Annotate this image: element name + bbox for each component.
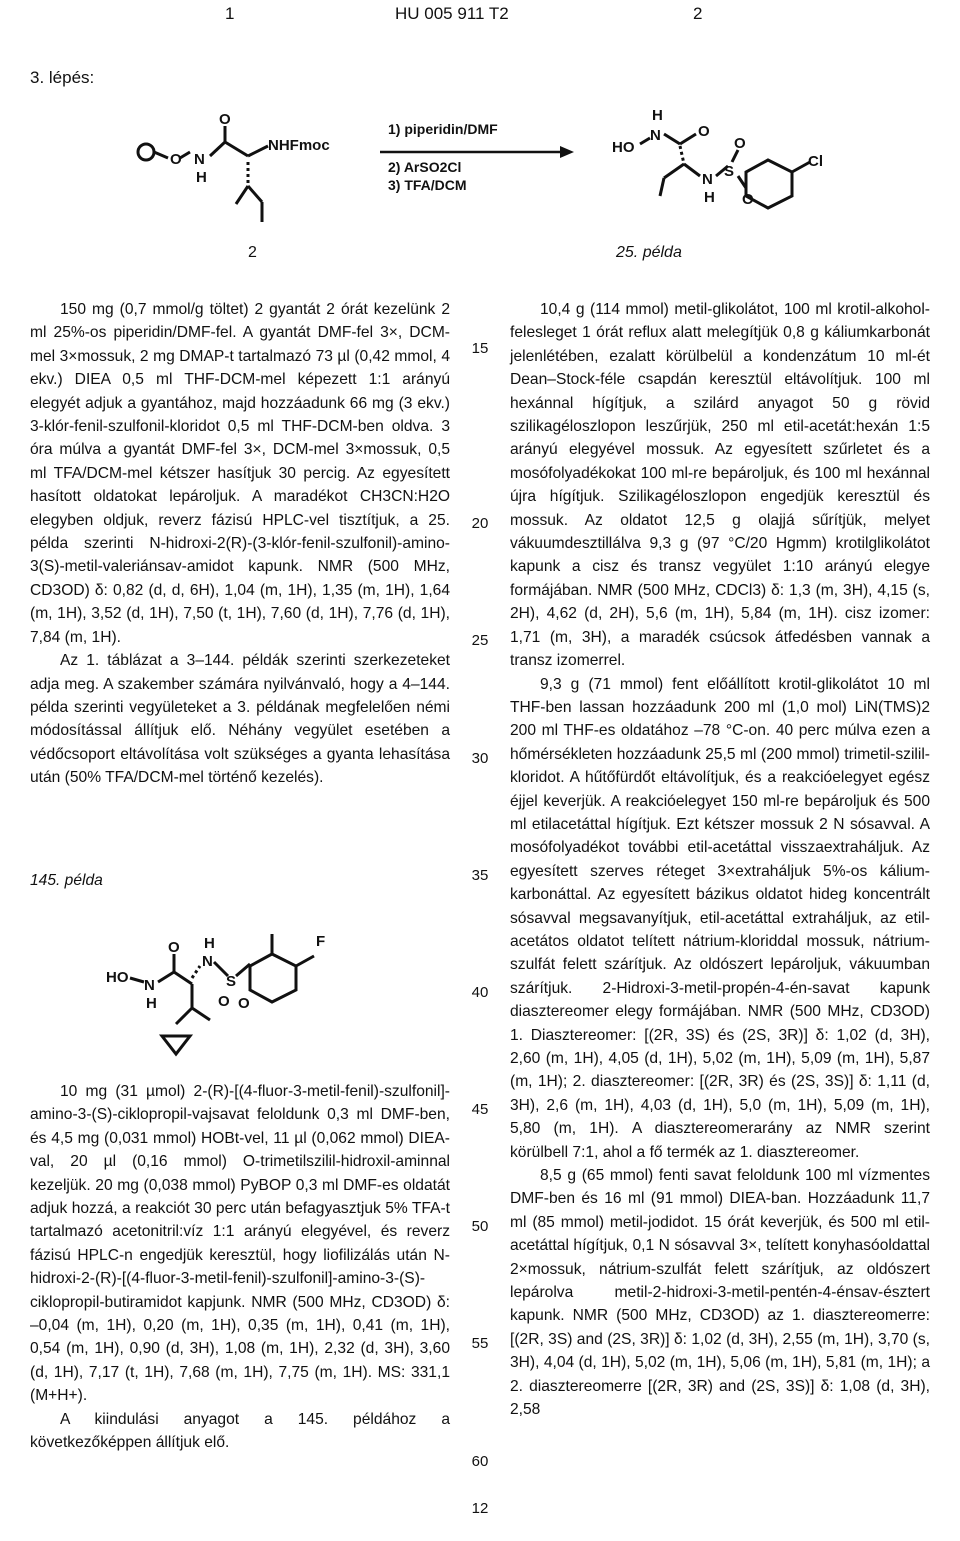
atom-o: O bbox=[170, 151, 182, 168]
product-n: N bbox=[650, 127, 661, 144]
page-number-right: 2 bbox=[693, 4, 703, 23]
scheme-left-label: 2 bbox=[248, 244, 257, 261]
document-id: HU 005 911 T2 bbox=[395, 4, 509, 23]
svg-text:O: O bbox=[218, 993, 230, 1010]
line-number: 35 bbox=[471, 867, 489, 884]
right-column bbox=[510, 298, 930, 1422]
right-paragraph-2: 9,3 g (71 mmol) fent előállított krotil-glikolátot 10 ml THF-ben lassan hozzáadunk 200 ml (1,0 mol) LiN(TMS)2 200 ml THF-es oldatához –78 °C-on. 40 perc múlva ezen a hőmérsékleten hozzáadunk 25,5 ml (200 mmol) trimetil-szilil-kloridot. A hűtőfürdőt eltávolítjuk, és a reakcióelegyet egész éjjel keverjük. A reakcióelegyet 150 ml-re bepároljuk és 500 ml etilacetáttal hígítjuk. Ezt kétszer mossuk 2 N sósavval. A mosófolyadékot további etil-acetáttal visszaextraháljuk. Az egyesített szerves réteget 3×extraháljuk 5%-os kálium-karbonáttal. Az egyesített bázikus oldatot hideg koncentrált sósavval megsavanyítjuk, etil-acetáttal extraháljuk, az etil-acetátos oldatot telített nátrium-kloriddal mossuk, nátrium-szulfát felett szárítjuk. Az oldószert lepároljuk, vákuumban szárítjuk. 2-Hidroxi-3-metil-propén-4-én-savat kapunk diasztereomer elegy formájában. NMR (500 MHz, CD3OD) 1. Diasztereomer: [(2R, 3S) és (2S, 3R)] δ: 1,02 (d, 3H), 2,60 (m, 1H), 4,05 (d, 1H), 5,02 (m, 1H), 5,09 (m, 1H), 5,87 (m, 1H); 2. diasztereomer: [(2R, 3R) és (2S, 3S)] δ: 1,11 (d, 3H), 2,6 (m, 1H), 4,03 (d, 1H), 5,0 (m, 1H), 5,09 (m, 1H), 5,80 (m, 1H). A diasztereomerarány az NMR szerint körülbell 7:1, ahol a fő termék az 1. diasztereomer. bbox=[510, 675, 930, 1161]
product-so: O bbox=[734, 135, 746, 152]
nhfmoc-group: NHFmoc bbox=[268, 137, 330, 154]
example-145-heading: 145. példa bbox=[30, 872, 103, 889]
product-h: H bbox=[652, 107, 663, 124]
product-s: S bbox=[724, 163, 735, 180]
atom-carbonyl-o: O bbox=[219, 111, 231, 128]
line-number: 25 bbox=[471, 632, 489, 649]
left-paragraph-1: 150 mg (0,7 mmol/g töltet) 2 gyantát 2 órát kezelünk 2 ml 25%-os piperidin/DMF-fel. A gyantát DMF-fel 3×, DCM-mel 3×mossuk, 2 mg DMAP-t tartalmazó 73 µl (0,42 mmol, 4 ekv.) DIEA 0,5 ml THF-DCM-mel képezett 1:1 arányú elegyét adjuk a gyantához, majd hozzáadunk 66 mg (3 ekv.) 3-klór-fenil-szulfonil-kloridot 0,5 ml THF-DCM-ben oldva. 3 óra múlva a gyantát DMF-fel 3×, DCM-mel 3×mossuk, 0,5 ml TFA/DCM-mel kétszer hasítjuk 30 percig. Az egyesített hasított oldatokat lepároljuk. A maradékot CH3CN:H2O elegyben oldjuk, reverz fázisú HPLC-vel tisztítjuk, a 25. példa szerinti N-hidroxi-2(R)-(3-klór-fenil-szulfonil)-amino-3(S)-metil-valeriánsav-amidot kapunk. NMR (500 MHz, CD3OD) δ: 0,82 (d, d, 6H), 1,04 (m, 1H), 1,35 (m, 1H), 1,64 (m, 1H), 3,52 (d, 1H), 7,50 (t, 1H), 7,60 (d, 1H), 7,76 (d, 1H), 7,84 (m, 1H). bbox=[30, 301, 450, 646]
line-number: 15 bbox=[471, 340, 489, 357]
right-paragraph-3: 8,5 g (65 mmol) fenti savat feloldunk 100 ml vízmentes DMF-ben és 16 ml (91 mmol) DIEA-ban. Hozzáadunk 11,7 ml (85 mmol) metil-jodidot. 15 órát keverjük, és 500 ml etil-acetáttal hígítjuk, 0,1 N sósavval 3×, telített konyhasóoldattal 2×mossuk, nátrium-szulfát felett szárítjuk, az oldószert lepárolva metil-2-hidroxi-3-metil-pentén-4-énsav-észtert kapunk. NMR (500 MHz, CD3OD) az 1. diasztereomerre: [(2R, 3S) and (2S, 3R)] δ: 1,02 (d, 3H), 2,55 (m, 1H), 3,70 (s, 3H), 4,04 (d, 1H), 5,02 (m, 1H), 5,06 (m, 1H), 5,81 (m, 1H); a 2. diasztereomerre [(2R, 3R) and (2S, 3S)] δ: 1,08 (d, 3H), 2,58 bbox=[510, 1167, 930, 1419]
svg-text:HO: HO bbox=[106, 969, 129, 986]
svg-text:O: O bbox=[238, 995, 250, 1012]
left-paragraph-2: Az 1. táblázat a 3–144. példák szerinti szerkezeteket adja meg. A szakember számára nyilvánvaló, hogy a 4–144. példa szerinti vegyületeket a 3. példának megfelelően némi módosítással állítjuk elő. Néhány vegyület esetében a védőcsoport eltávolítása volt szükséges a gyanta lehasítása után (50% TFA/DCM-mel történő kezelés). bbox=[30, 652, 450, 787]
svg-text:N: N bbox=[202, 953, 213, 970]
svg-text:O: O bbox=[168, 939, 180, 956]
product-h2: H bbox=[704, 189, 715, 206]
left-paragraph-4: A kiindulási anyagot a 145. példához a következőképpen állítjuk elő. bbox=[30, 1410, 450, 1452]
line-number: 40 bbox=[471, 984, 489, 1001]
product-nh: N bbox=[702, 171, 713, 188]
footer-page-number: 12 bbox=[471, 1500, 489, 1517]
svg-text:N: N bbox=[144, 977, 155, 994]
line-number: 30 bbox=[471, 750, 489, 767]
svg-text:H: H bbox=[146, 995, 157, 1012]
line-number: 20 bbox=[471, 515, 489, 532]
scheme-right-label: 25. példa bbox=[616, 244, 682, 261]
right-paragraph-1: 10,4 g (114 mmol) metil-glikolátot, 100 ml krotil-alkohol-felesleget 1 órát reflux alatt melegítjük 0,8 g káliumkarbonát jelenlétében, ezalatt körülbelül a kondenzátum 10 ml-ét Dean–Stock-féle csapdán keresztül eltávolítjuk. 100 ml hexánnal hígítjuk, a szilárd anyagot 50 g rövid szilikagéloszlopon leszűrjük, 250 ml etil-acetát:hexán 1:5 arányú elegyével mossuk. Az egyesített szűrletet és a mosófolyadékokat 100 ml-re bepároljuk, és 100 ml hexánnal újra hígítjuk. Szilikagéloszlopon engedjük keresztül és mossuk. Az oldatot 12,5 g olajjá sűrítjük, melyet vákuumdesztillálva 9,3 g (97 °C/20 Hgmm) krotilglikolátot kapunk a cisz és transz vegyület 1:10 arányú elegye formájában. NMR (500 MHz, CDCl3) δ: 1,3 (m, 3H), 4,15 (s, 2H), 4,62 (d, 2H), 5,6 (m, 1H), 5,84 (m, 1H). cisz izomer: 1,71 (m, 3H), a maradék csúcsok átfedésben vannak a transz izomerrel. bbox=[510, 301, 930, 670]
product-o: O bbox=[698, 123, 710, 140]
left-column bbox=[30, 298, 450, 790]
reagent-1: 1) piperidin/DMF bbox=[388, 121, 498, 137]
example-145-structure bbox=[100, 920, 360, 1070]
line-number: 60 bbox=[471, 1453, 489, 1470]
product-so2: O bbox=[742, 191, 754, 208]
atom-n: N bbox=[194, 151, 205, 168]
reaction-arrow-head bbox=[560, 146, 574, 158]
line-number: 45 bbox=[471, 1101, 489, 1118]
svg-text:S: S bbox=[226, 973, 237, 990]
reagent-2: 2) ArSO2Cl bbox=[388, 159, 462, 175]
reagent-3: 3) TFA/DCM bbox=[388, 177, 467, 193]
atom-h: H bbox=[196, 169, 207, 186]
left-paragraph-3: 10 mg (31 µmol) 2-(R)-[(4-fluor-3-metil-fenil)-szulfonil]-amino-3-(S)-ciklopropil-vajsavat feloldunk 0,3 ml DMF-ben, és 4,5 mg (0,031 mmol) HOBt-vel, 11 µl (0,062 mmol) DIEA-val, 20 µl (0,16 mmol) O-trimetilszilil-hidroxil-aminnal kezeljük. 20 mg (0,038 mmol) PyBOP 0,3 ml DMF-es oldatát adjuk hozzá, a reakciót 30 perc után befagyasztjuk 5% TFA-t tartalmazó acetonitril:víz 1:1 arányú elegyével, és reverz fázisú HPLC-n engedjük keresztül, hogy liofilizálás után N-hidroxi-2-(R)-[(4-fluor-3-metil-fenil)-szulfonil]-amino-3-(S)-ciklopropil-butiramidot kapjunk. NMR (500 MHz, CD3OD) δ: –0,04 (m, 1H), 0,20 (m, 1H), 0,35 (m, 1H), 0,41 (m, 1H), 0,54 (m, 1H), 0,90 (d, 3H), 1,08 (m, 1H), 2,32 (d, 3H), 3,60 (d, 1H), 7,17 (t, 1H), 7,68 (m, 1H), 7,75 (m, 1H). MS: 331,1 (M+H+). bbox=[30, 1083, 450, 1405]
reaction-scheme bbox=[0, 100, 960, 250]
line-number: 55 bbox=[471, 1335, 489, 1352]
left-column-lower bbox=[30, 1080, 450, 1455]
product-ho: HO bbox=[612, 139, 635, 156]
step-label: 3. lépés: bbox=[30, 68, 95, 87]
svg-text:F: F bbox=[316, 933, 326, 950]
svg-text:H: H bbox=[204, 935, 215, 952]
page-number-left: 1 bbox=[225, 4, 235, 23]
line-number: 50 bbox=[471, 1218, 489, 1235]
product-cl: Cl bbox=[808, 153, 823, 170]
